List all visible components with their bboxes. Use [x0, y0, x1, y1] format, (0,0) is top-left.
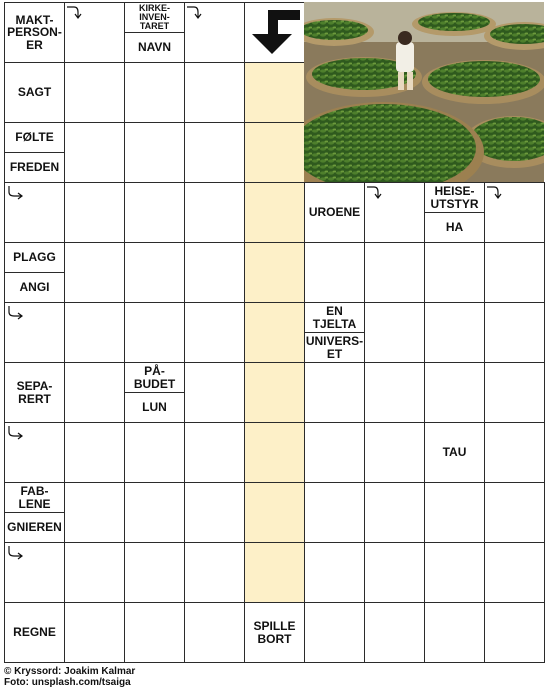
- clue-cell: MAKT- PERSON- ER: [4, 2, 65, 63]
- grid-cell[interactable]: [184, 182, 245, 243]
- crossword-grid: [4, 2, 544, 662]
- grid-cell[interactable]: [244, 422, 305, 483]
- credit-photo: Foto: unsplash.com/tsaiga: [4, 677, 131, 688]
- grid-cell[interactable]: [124, 122, 185, 183]
- clue-cell: FAB- LENE: [4, 482, 65, 513]
- grid-cell[interactable]: [184, 362, 245, 423]
- grid-cell[interactable]: [184, 542, 245, 603]
- grid-cell[interactable]: [244, 362, 305, 423]
- grid-cell[interactable]: [184, 422, 245, 483]
- grid-cell[interactable]: [64, 122, 125, 183]
- grid-cell[interactable]: [64, 542, 125, 603]
- direction-arrow-icon: [6, 184, 26, 202]
- grid-cell[interactable]: [124, 302, 185, 363]
- clue-cell: GNIEREN: [4, 512, 65, 543]
- direction-arrow-icon: [485, 183, 505, 201]
- direction-arrow-icon: [365, 183, 385, 201]
- clue-cell: FREDEN: [4, 152, 65, 183]
- grid-cell[interactable]: [484, 242, 545, 303]
- grid-cell[interactable]: [124, 602, 185, 663]
- clue-cell: SAGT: [4, 62, 65, 123]
- grid-cell[interactable]: [424, 542, 485, 603]
- clue-cell: NAVN: [124, 32, 185, 63]
- grid-cell[interactable]: [244, 242, 305, 303]
- grid-cell[interactable]: [64, 602, 125, 663]
- direction-arrow-icon: [6, 544, 26, 562]
- grid-cell[interactable]: [244, 122, 305, 183]
- grid-cell[interactable]: [304, 242, 365, 303]
- grid-cell[interactable]: [424, 362, 485, 423]
- direction-arrow-icon: [65, 3, 85, 21]
- grid-cell[interactable]: [184, 482, 245, 543]
- grid-cell[interactable]: [364, 242, 425, 303]
- grid-cell[interactable]: [304, 422, 365, 483]
- direction-arrow-icon: [6, 304, 26, 322]
- grid-cell[interactable]: [424, 482, 485, 543]
- grid-cell[interactable]: [124, 482, 185, 543]
- grid-cell[interactable]: [304, 602, 365, 663]
- grid-cell[interactable]: [244, 182, 305, 243]
- grid-cell[interactable]: [184, 602, 245, 663]
- grid-cell[interactable]: [484, 362, 545, 423]
- grid-cell[interactable]: [124, 62, 185, 123]
- grid-cell[interactable]: [484, 422, 545, 483]
- clue-cell: UNIVERS- ET: [304, 332, 365, 363]
- clue-cell: REGNE: [4, 602, 65, 663]
- clue-cell: KIRKE- INVEN- TARET: [124, 2, 185, 33]
- grid-cell[interactable]: [244, 542, 305, 603]
- grid-cell[interactable]: [364, 542, 425, 603]
- clue-cell: ANGI: [4, 272, 65, 303]
- grid-cell[interactable]: [244, 482, 305, 543]
- grid-cell[interactable]: [124, 242, 185, 303]
- clue-cell: PÅ- BUDET: [124, 362, 185, 393]
- grid-cell[interactable]: [484, 542, 545, 603]
- direction-arrow-icon: [6, 424, 26, 442]
- clue-cell: HEISE- UTSTYR: [424, 182, 485, 213]
- grid-cell[interactable]: [304, 542, 365, 603]
- credits: [4, 666, 135, 688]
- grid-cell[interactable]: [244, 62, 305, 123]
- photo-tea-harvest: [304, 2, 544, 182]
- grid-cell[interactable]: [64, 482, 125, 543]
- grid-cell[interactable]: [244, 302, 305, 363]
- grid-cell[interactable]: [124, 182, 185, 243]
- clue-cell: SPILLE BORT: [244, 602, 305, 663]
- grid-cell[interactable]: [64, 362, 125, 423]
- grid-cell[interactable]: [424, 602, 485, 663]
- grid-cell[interactable]: [364, 362, 425, 423]
- grid-cell[interactable]: [64, 242, 125, 303]
- clue-cell: UROENE: [304, 182, 365, 243]
- grid-cell[interactable]: [124, 422, 185, 483]
- grid-cell[interactable]: [64, 302, 125, 363]
- clue-cell: HA: [424, 212, 485, 243]
- direction-arrow-icon: [185, 3, 205, 21]
- clue-cell: PLAGG: [4, 242, 65, 273]
- clue-cell: TAU: [424, 422, 485, 483]
- grid-cell[interactable]: [364, 422, 425, 483]
- grid-cell[interactable]: [364, 602, 425, 663]
- clue-cell: SEPA- RERT: [4, 362, 65, 423]
- grid-cell[interactable]: [304, 362, 365, 423]
- grid-cell[interactable]: [364, 302, 425, 363]
- grid-cell[interactable]: [184, 302, 245, 363]
- grid-cell[interactable]: [184, 242, 245, 303]
- clue-cell: LUN: [124, 392, 185, 423]
- grid-cell[interactable]: [484, 302, 545, 363]
- grid-cell[interactable]: [184, 122, 245, 183]
- grid-cell[interactable]: [424, 302, 485, 363]
- grid-cell[interactable]: [304, 482, 365, 543]
- clue-cell: FØLTE: [4, 122, 65, 153]
- grid-cell[interactable]: [64, 182, 125, 243]
- clue-cell: EN TJELTA: [304, 302, 365, 333]
- grid-cell[interactable]: [64, 62, 125, 123]
- grid-cell[interactable]: [364, 482, 425, 543]
- grid-cell[interactable]: [124, 542, 185, 603]
- credit-crossword: © Kryssord: Joakim Kalmar: [4, 666, 136, 677]
- grid-cell[interactable]: [484, 602, 545, 663]
- grid-cell[interactable]: [64, 422, 125, 483]
- grid-cell[interactable]: [484, 482, 545, 543]
- grid-cell[interactable]: [424, 242, 485, 303]
- grid-cell[interactable]: [184, 62, 245, 123]
- start-arrow-icon: [248, 8, 300, 56]
